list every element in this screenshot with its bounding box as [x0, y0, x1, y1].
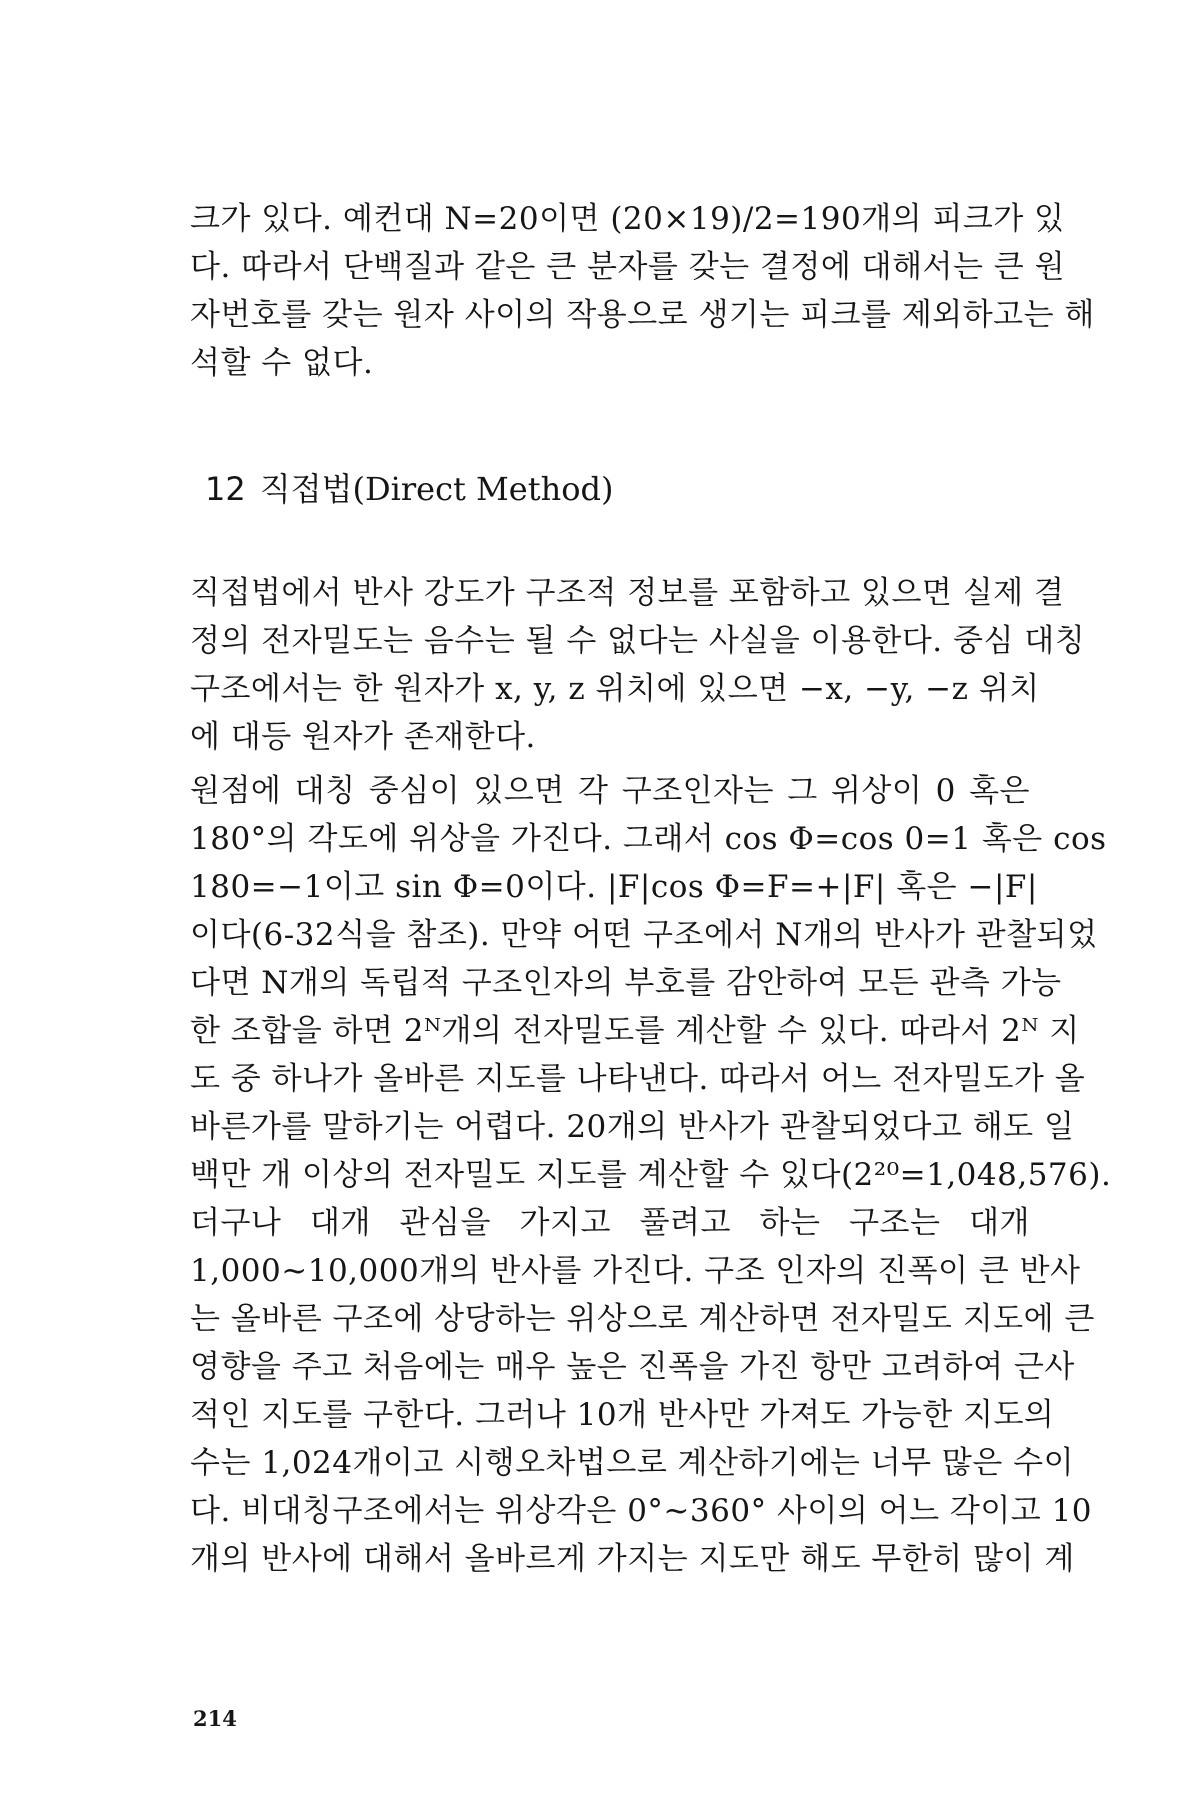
paragraph-2-line-4: 에 대등 원자가 존재한다. [190, 719, 536, 755]
paragraph-3-line-13: 영향을 주고 처음에는 매우 높은 진폭을 가진 항만 고려하여 근사 [190, 1349, 1075, 1385]
paragraph-2-line-1: 직접법에서 반사 강도가 구조적 정보를 포함하고 있으면 실제 결 [190, 575, 1065, 611]
paragraph-3-line-15: 수는 1,024개이고 시행오차법으로 계산하기에는 너무 많은 수이 [190, 1445, 1075, 1481]
paragraph-3-line-2: 180°의 각도에 위상을 가진다. 그래서 cos Φ=cos 0=1 혹은 cos [190, 821, 1107, 857]
section-number: 12 [205, 470, 246, 508]
paragraph-2-line-2: 정의 전자밀도는 음수는 될 수 없다는 사실을 이용한다. 중심 대칭 [190, 623, 1086, 659]
paragraph-1-line-2: 다. 따라서 단백질과 같은 큰 분자를 갖는 결정에 대해서는 큰 원 [190, 249, 1066, 285]
paragraph-1-line-1: 크가 있다. 예컨대 N=20이면 (20×19)/2=190개의 피크가 있 [190, 201, 1065, 237]
paragraph-3-line-1: 원점에 대칭 중심이 있으면 각 구조인자는 그 위상이 0 혹은 [190, 773, 1030, 809]
paragraph-3-line-5: 다면 N개의 독립적 구조인자의 부호를 감안하여 모든 관측 가능 [190, 965, 1062, 1001]
paragraph-3-line-17: 개의 반사에 대해서 올바르게 가지는 지도만 해도 무한히 많이 계 [190, 1541, 1075, 1577]
section-heading [205, 468, 613, 510]
paragraph-3-line-10: 더구나 대개 관심을 가지고 풀려고 하는 구조는 대개 [190, 1205, 1030, 1241]
paragraph-3-line-9: 백만 개 이상의 전자밀도 지도를 계산할 수 있다(2²⁰=1,048,576). [190, 1157, 1112, 1193]
paragraph-1-line-3: 자번호를 갖는 원자 사이의 작용으로 생기는 피크를 제외하고는 해 [190, 297, 1095, 333]
paragraph-3-line-8: 바른가를 말하기는 어렵다. 20개의 반사가 관찰되었다고 해도 일 [190, 1109, 1075, 1145]
paragraph-3-line-12: 는 올바른 구조에 상당하는 위상으로 계산하면 전자밀도 지도에 큰 [190, 1301, 1095, 1337]
page-number: 214 [193, 1706, 237, 1731]
paragraph-2-line-3: 구조에서는 한 원자가 x, y, z 위치에 있으면 −x, −y, −z 위치 [190, 671, 1040, 707]
paragraph-3-line-7: 도 중 하나가 올바른 지도를 나타낸다. 따라서 어느 전자밀도가 올 [190, 1061, 1086, 1097]
paragraph-3-line-4: 이다(6-32식을 참조). 만약 어떤 구조에서 N개의 반사가 관찰되었 [190, 917, 1098, 953]
section-title: 직접법(Direct Method) [259, 470, 614, 508]
paragraph-3-line-11: 1,000~10,000개의 반사를 가진다. 구조 인자의 진폭이 큰 반사 [190, 1253, 1081, 1289]
paragraph-3-line-3: 180=−1이고 sin Φ=0이다. |F|cos Φ=F=+|F| 혹은 −|F| [190, 869, 1038, 905]
paragraph-3-line-14: 적인 지도를 구한다. 그러나 10개 반사만 가져도 가능한 지도의 [190, 1397, 1055, 1433]
paragraph-1-line-4: 석할 수 없다. [190, 345, 374, 381]
paragraph-3-line-6: 한 조합을 하면 2ᴺ개의 전자밀도를 계산할 수 있다. 따라서 2ᴺ 지 [190, 1013, 1080, 1049]
paragraph-3-line-16: 다. 비대칭구조에서는 위상각은 0°~360° 사이의 어느 각이고 10 [190, 1493, 1093, 1529]
